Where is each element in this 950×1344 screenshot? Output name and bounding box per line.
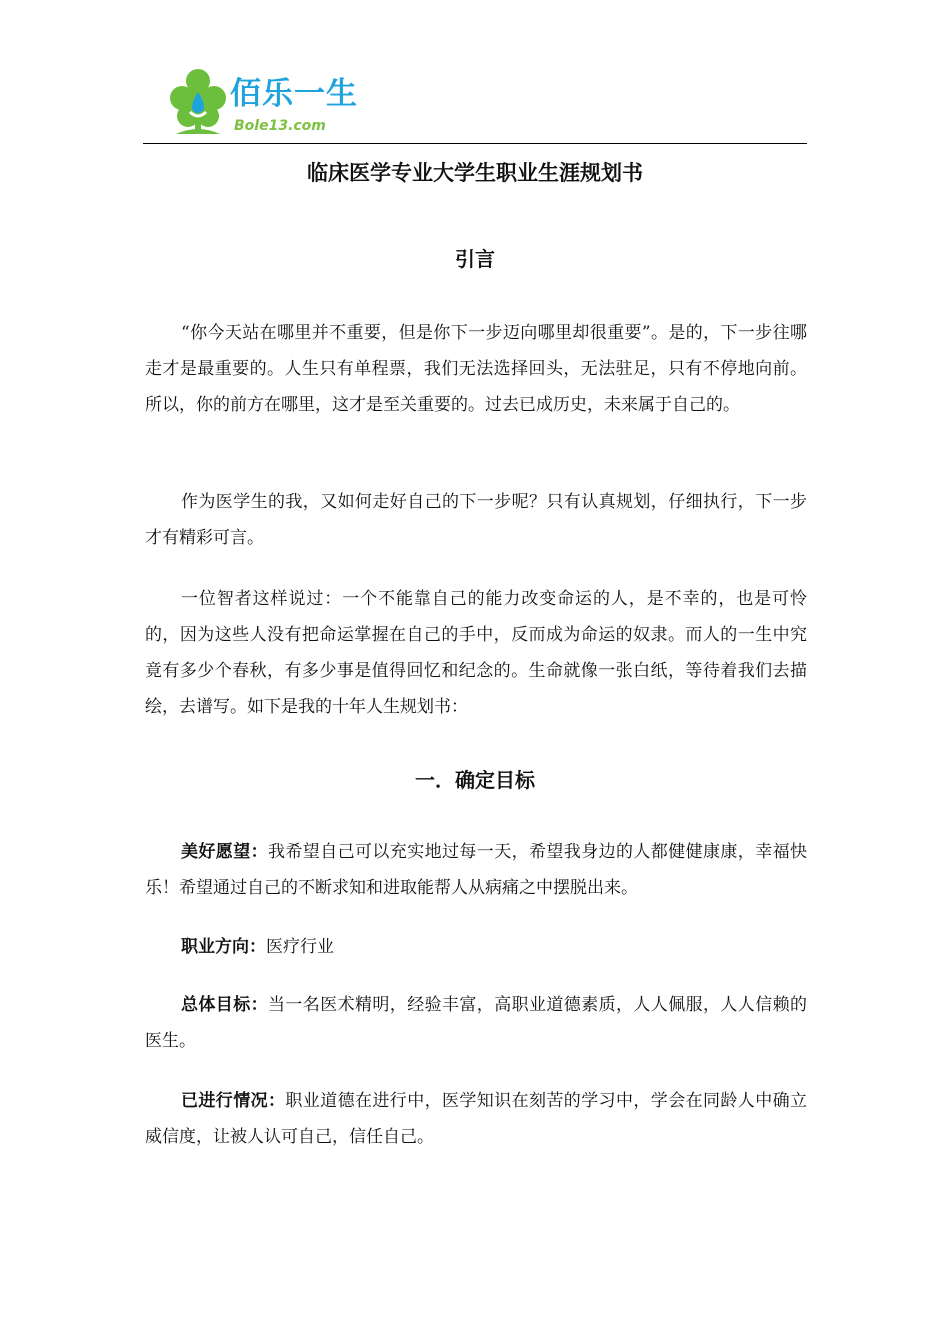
intro-heading: 引言 xyxy=(455,247,495,271)
goal-text: 我希望自己可以充实地过每一天，希望我身边的人都健健康康，幸福快乐！希望通过自己的不断求知和进取能帮人从病痛之中摆脱出来。 xyxy=(145,842,807,898)
goal-label: 总体目标： xyxy=(181,995,268,1015)
section-goal-heading: 一．确定目标 xyxy=(415,768,535,792)
intro-paragraph-1: “你今天站在哪里并不重要，但是你下一步迈向哪里却很重要”。是的，下一步往哪走才是最重要的。人生只有单程票，我们无法选择回头，无法驻足，只有不停地向前。所以，你的前方在哪里，这才是至关重要的。过去已成历史，未来属于自己的。 xyxy=(145,323,807,415)
logo-brand-name: 佰乐一生 xyxy=(230,76,358,112)
logo-site-url: Bole13.com xyxy=(234,118,326,134)
goal-text: 医疗行业 xyxy=(266,937,334,957)
goal-label: 美好愿望： xyxy=(181,842,268,862)
document-title: 临床医学专业大学生职业生涯规划书 xyxy=(307,161,643,185)
goal-item-wish xyxy=(145,834,807,906)
goal-item-direction xyxy=(145,929,807,965)
goal-item-progress xyxy=(145,1083,807,1155)
intro-paragraph-3: 一位智者这样说过：一个不能靠自己的能力改变命运的人，是不幸的，也是可怜的，因为这些人没有把命运掌握在自己的手中，反而成为命运的奴隶。而人的一生中究竟有多少个春秋，有多少事是值得回忆和纪念的。生命就像一张白纸，等待着我们去描绘，去谱写。如下是我的十年人生规划书： xyxy=(145,589,807,717)
goal-label: 职业方向： xyxy=(181,937,266,957)
goal-text: 当一名医术精明，经验丰富，高职业道德素质，人人佩服，人人信赖的医生。 xyxy=(145,995,807,1051)
header-divider xyxy=(143,143,807,144)
goal-text: 职业道德在进行中，医学知识在刻苦的学习中，学会在同龄人中确立威信度，让被人认可自己，信任自己。 xyxy=(145,1091,808,1147)
intro-paragraph-2: 作为医学生的我，又如何走好自己的下一步呢？只有认真规划，仔细执行，下一步才有精彩可言。 xyxy=(145,492,807,548)
goal-label: 已进行情况： xyxy=(181,1091,286,1111)
goal-item-overall xyxy=(145,987,807,1059)
